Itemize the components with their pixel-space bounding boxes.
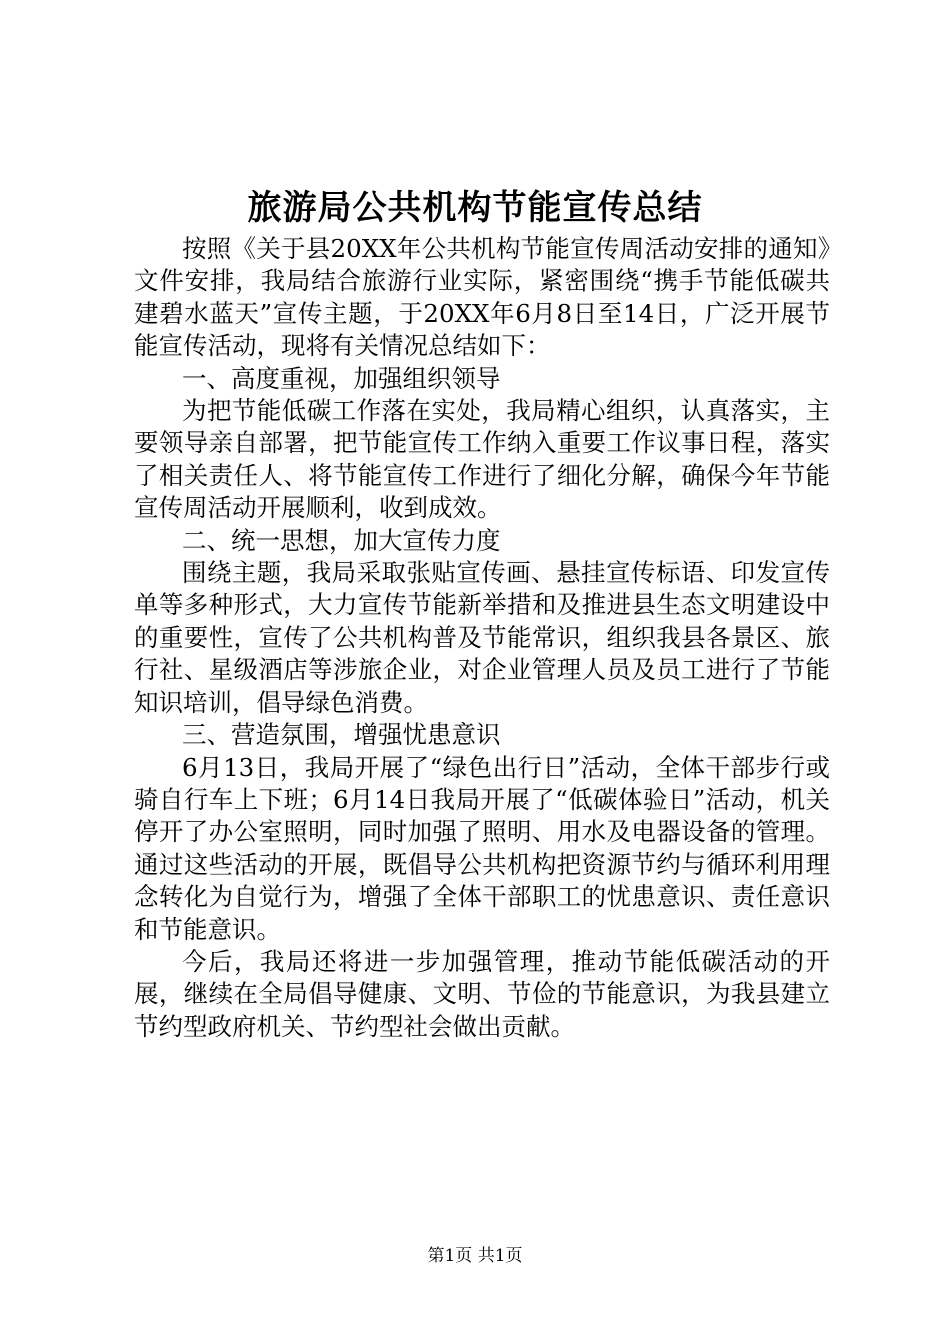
document-title: 旅游局公共机构节能宣传总结 [247, 188, 703, 228]
closing-paragraph: 今后，我局还将进一步加强管理，推动节能低碳活动的开展，继续在全局倡导健康、文明、节俭的节能意识，为我县建立节约型政府机关、节约型社会做出贡献。 [134, 946, 830, 1041]
section-heading-1: 一、高度重视，加强组织领导 [182, 363, 501, 393]
intro-paragraph: 按照《关于县20XX年公共机构节能宣传周活动安排的通知》文件安排，我局结合旅游行业实际，紧密围绕“携手节能低碳共建碧水蓝天”宣传主题，于20XX年6月8日至14日，广泛开展节能宣传活动，现将有关情况总结如下： [134, 234, 830, 361]
section-paragraph-2: 围绕主题，我局采取张贴宣传画、悬挂宣传标语、印发宣传单等多种形式，大力宣传节能新举措和及推进县生态文明建设中的重要性，宣传了公共机构普及节能常识，组织我县各景区、旅行社、星级酒店等涉旅企业，对企业管理人员及员工进行了节能知识培训，倡导绿色消费。 [134, 558, 830, 717]
document-body [134, 233, 830, 1043]
page-number-footer: 第1页 共1页 [427, 1246, 523, 1266]
section-paragraph-3: 6月13日，我局开展了“绿色出行日”活动，全体干部步行或骑自行车上下班；6月14日我局开展了“低碳体验日”活动，机关停开了办公室照明，同时加强了照明、用水及电器设备的管理。通过这些活动的开展，既倡导公共机构把资源节约与循环利用理念转化为自觉行为，增强了全体干部职工的忧患意识、责任意识和节能意识。 [134, 752, 830, 944]
section-heading-3: 三、营造氛围，增强忧患意识 [182, 720, 501, 750]
section-heading-2: 二、统一思想，加大宣传力度 [182, 525, 501, 555]
section-paragraph-1: 为把节能低碳工作落在实处，我局精心组织，认真落实，主要领导亲自部署，把节能宣传工作纳入重要工作议事日程，落实了相关责任人、将节能宣传工作进行了细化分解，确保今年节能宣传周活动开展顺利，收到成效。 [134, 396, 830, 523]
